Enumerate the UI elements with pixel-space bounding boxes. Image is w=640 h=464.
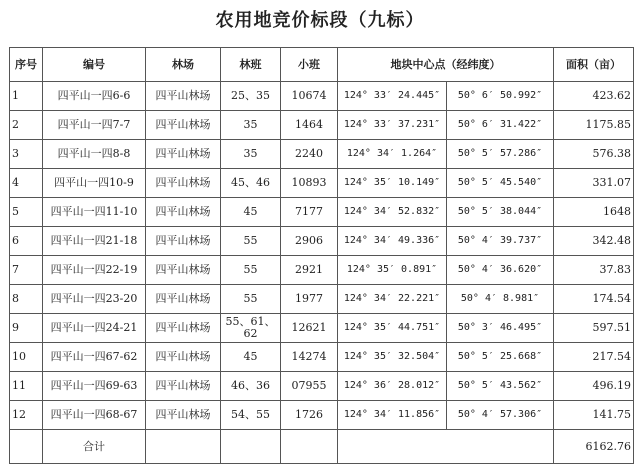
row-sub-class: 2240 [281,140,338,169]
row-longitude: 124° 35′ 44.751″ [338,314,447,343]
row-forest-class: 54、55 [221,401,281,430]
total-empty-cell [146,430,221,464]
header-code: 编号 [43,48,146,82]
row-sub-class: 2906 [281,227,338,256]
row-longitude: 124° 35′ 32.504″ [338,343,447,372]
row-longitude: 124° 35′ 0.891″ [338,256,447,285]
table-row [10,227,634,256]
row-code: 四平山一四24-21 [43,314,146,343]
row-farm: 四平山林场 [146,111,221,140]
row-latitude: 50° 6′ 50.992″ [447,82,554,111]
total-empty-cell [281,430,338,464]
row-farm: 四平山林场 [146,82,221,111]
row-index: 1 [10,82,43,111]
row-index: 3 [10,140,43,169]
total-row [10,430,634,464]
row-forest-class: 55 [221,227,281,256]
row-area: 423.62 [554,82,634,111]
table-row [10,285,634,314]
row-longitude: 124° 35′ 10.149″ [338,169,447,198]
row-sub-class: 1464 [281,111,338,140]
table-row [10,140,634,169]
table-header-row [10,48,634,82]
row-area: 1648 [554,198,634,227]
row-code: 四平山一四8-8 [43,140,146,169]
total-empty-cell [221,430,281,464]
row-area: 141.75 [554,401,634,430]
row-forest-class: 35 [221,111,281,140]
row-area: 37.83 [554,256,634,285]
row-forest-class: 55、61、62 [221,314,281,343]
row-area: 597.51 [554,314,634,343]
total-label: 合计 [43,430,146,464]
table-row [10,314,634,343]
row-farm: 四平山林场 [146,140,221,169]
row-latitude: 50° 3′ 46.495″ [447,314,554,343]
header-area: 面积（亩） [554,48,634,82]
row-sub-class: 2921 [281,256,338,285]
row-latitude: 50° 6′ 31.422″ [447,111,554,140]
row-code: 四平山一四7-7 [43,111,146,140]
row-sub-class: 14274 [281,343,338,372]
header-sub-class: 小班 [281,48,338,82]
row-code: 四平山一四11-10 [43,198,146,227]
row-index: 12 [10,401,43,430]
row-code: 四平山一四10-9 [43,169,146,198]
row-forest-class: 25、35 [221,82,281,111]
row-sub-class: 12621 [281,314,338,343]
row-forest-class: 45 [221,198,281,227]
row-longitude: 124° 34′ 11.856″ [338,401,447,430]
row-latitude: 50° 4′ 8.981″ [447,285,554,314]
row-area: 331.07 [554,169,634,198]
page-title: 农用地竞价标段（九标） [215,10,425,31]
row-latitude: 50° 5′ 25.668″ [447,343,554,372]
row-longitude: 124° 34′ 1.264″ [338,140,447,169]
row-index: 5 [10,198,43,227]
row-latitude: 50° 5′ 45.540″ [447,169,554,198]
row-longitude: 124° 33′ 24.445″ [338,82,447,111]
row-latitude: 50° 4′ 57.306″ [447,401,554,430]
row-longitude: 124° 34′ 22.221″ [338,285,447,314]
row-forest-class: 55 [221,285,281,314]
table-row [10,111,634,140]
row-code: 四平山一四68-67 [43,401,146,430]
header-center-point: 地块中心点（经纬度） [338,48,554,82]
table-row [10,198,634,227]
row-latitude: 50° 5′ 43.562″ [447,372,554,401]
row-longitude: 124° 34′ 52.832″ [338,198,447,227]
row-code: 四平山一四21-18 [43,227,146,256]
row-sub-class: 07955 [281,372,338,401]
row-forest-class: 35 [221,140,281,169]
row-longitude: 124° 33′ 37.231″ [338,111,447,140]
row-farm: 四平山林场 [146,285,221,314]
row-sub-class: 7177 [281,198,338,227]
row-index: 11 [10,372,43,401]
row-farm: 四平山林场 [146,256,221,285]
row-index: 10 [10,343,43,372]
total-area: 6162.76 [554,430,634,464]
header-forest-class: 林班 [221,48,281,82]
row-latitude: 50° 5′ 38.044″ [447,198,554,227]
land-bid-table [9,47,634,464]
row-sub-class: 10893 [281,169,338,198]
header-index: 序号 [10,48,43,82]
row-index: 4 [10,169,43,198]
row-area: 174.54 [554,285,634,314]
row-farm: 四平山林场 [146,372,221,401]
row-longitude: 124° 36′ 28.012″ [338,372,447,401]
row-farm: 四平山林场 [146,314,221,343]
table-row [10,256,634,285]
row-code: 四平山一四22-19 [43,256,146,285]
row-longitude: 124° 34′ 49.336″ [338,227,447,256]
row-farm: 四平山林场 [146,198,221,227]
row-sub-class: 10674 [281,82,338,111]
row-forest-class: 45 [221,343,281,372]
table-row [10,169,634,198]
row-forest-class: 55 [221,256,281,285]
row-area: 576.38 [554,140,634,169]
header-farm: 林场 [146,48,221,82]
row-code: 四平山一四69-63 [43,372,146,401]
row-latitude: 50° 4′ 36.620″ [447,256,554,285]
row-forest-class: 45、46 [221,169,281,198]
row-index: 9 [10,314,43,343]
row-latitude: 50° 4′ 39.737″ [447,227,554,256]
row-farm: 四平山林场 [146,401,221,430]
table-row [10,343,634,372]
row-area: 1175.85 [554,111,634,140]
row-area: 496.19 [554,372,634,401]
row-code: 四平山一四23-20 [43,285,146,314]
row-farm: 四平山林场 [146,343,221,372]
row-latitude: 50° 5′ 57.286″ [447,140,554,169]
row-index: 2 [10,111,43,140]
total-empty-cell [10,430,43,464]
table-row [10,82,634,111]
table-row [10,372,634,401]
row-index: 8 [10,285,43,314]
table-row [10,401,634,430]
row-index: 6 [10,227,43,256]
row-sub-class: 1726 [281,401,338,430]
row-sub-class: 1977 [281,285,338,314]
row-farm: 四平山林场 [146,169,221,198]
row-area: 217.54 [554,343,634,372]
row-area: 342.48 [554,227,634,256]
row-forest-class: 46、36 [221,372,281,401]
row-farm: 四平山林场 [146,227,221,256]
row-index: 7 [10,256,43,285]
row-code: 四平山一四6-6 [43,82,146,111]
row-code: 四平山一四67-62 [43,343,146,372]
total-empty-cell [338,430,554,464]
